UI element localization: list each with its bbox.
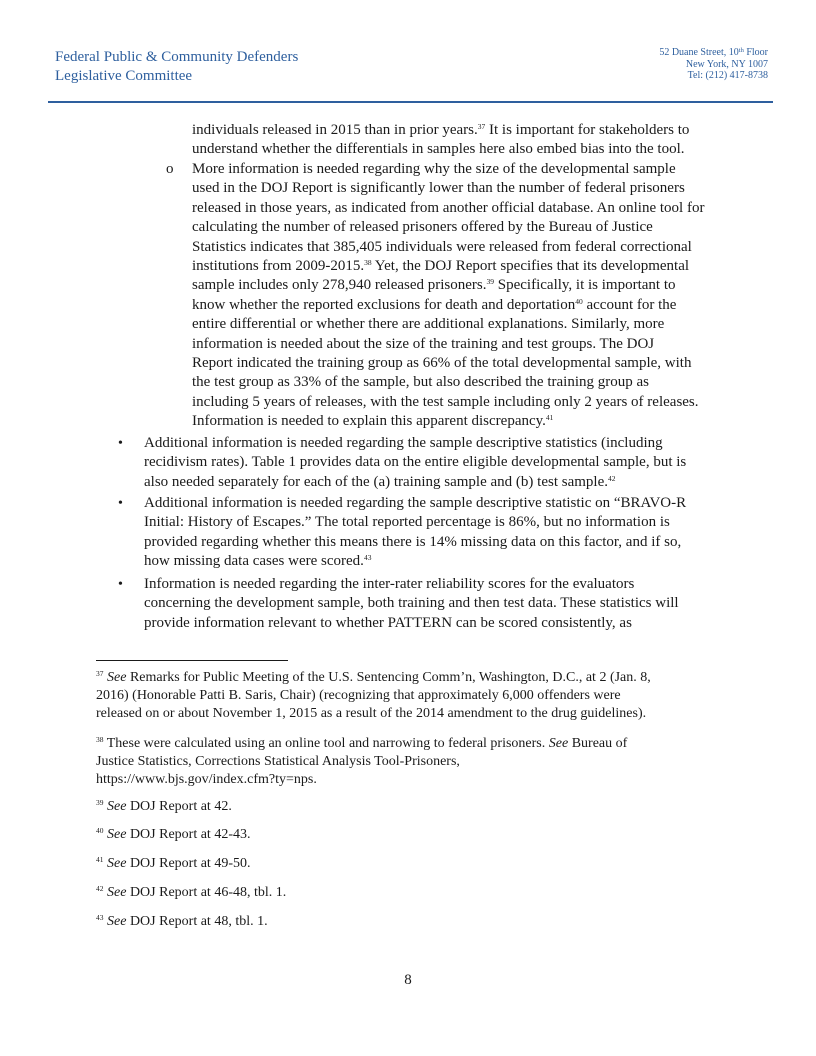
bjs-url: https://www.bjs.gov/index.cfm?ty=nps. — [96, 772, 317, 788]
letterhead-address — [659, 47, 768, 82]
header-divider — [48, 101, 773, 103]
sub-bullet-paragraph: More information is needed regarding why the size of the developmental sample used in the DOJ Report is significantly lower than the number of federal prisoners released in those years, as indicated from another official database. An online tool for calculating the number of released prisoners offered by the Bureau of Justice Statistics indicates that 385,405 individuals were released from federal correctional institutions from 2009-2015.38 Yet, the DOJ Report specifies that its developmental sample includes only 278,940 released prisoners.$^{39}$ Specifically, it is important to know whether the reported exclusions for death and deportation$^{40}$ account for the entire differential or whether there are additional explanations. Similarly, more information is needed about the size of the training and test groups. The DOJ Report indicated the training group as 66% of the total developmental sample, with the test group as 33% of the sample, but also described the training group as including 5 years of releases, with the test sample including only 2 years of releases. Information is needed to explain this apparent discrepancy.$^{41}$ — [192, 161, 705, 430]
footnote-ref: 42 — [607, 473, 616, 483]
bullet-marker: • — [118, 577, 123, 592]
address-street: 52 Duane Street, 10th Floor — [659, 47, 768, 58]
footnote-ref: 37 — [477, 122, 486, 131]
continued-paragraph: individuals released in 2015 than in prior years.$^{37}$ It is important for stakeholders to understand whether the differentials in samples here also embed bias into the tool. — [192, 122, 690, 158]
footnote-ref: 41 — [545, 413, 554, 423]
footnote-ref: 43 — [363, 553, 372, 563]
letterhead-organization — [55, 48, 298, 86]
footnote-40: $^{40}$ See DOJ Report at 42-43. — [96, 826, 251, 842]
footnote-38: $^{38}$ These were calculated using an online tool and narrowing to federal prisoners. See Bureau of Justice Statistics, Corrections Statistical Analysis Tool-Prisoners, https://www.bjs.gov/index.cfm?ty=nps. — [96, 735, 728, 790]
footnote-ref: 40 — [575, 296, 583, 306]
bullet-paragraph-descriptive-stats: Additional information is needed regarding the sample descriptive statistics (including recidivism rates). Table 1 provides data on the entire eligible developmental sample, but is also needed separately for each of the (a) training sample and (b) test sample.$^{42}$ — [144, 435, 687, 490]
footnote-separator — [96, 660, 288, 661]
address-phone: Tel: (212) 417-8738 — [687, 70, 768, 81]
footnote-41: $^{41}$ See DOJ Report at 49-50. — [96, 855, 251, 871]
bullet-paragraph-escapes: Additional information is needed regarding the sample descriptive statistic on “BRAVO-R Initial: History of Escapes.” The total reported percentage is 86%, but no information is provided regarding whether this means there is 14% missing data on this factor, and if so, how missing data cases were scored.$^{43}$ — [144, 495, 687, 570]
org-name: Federal Public & Community Defenders — [55, 49, 299, 65]
bullet-marker: • — [118, 436, 123, 451]
footnote-37: $^{37}$ See Remarks for Public Meeting of the U.S. Sentencing Comm’n, Washington, D.C., at 2 (Jan. 8, 2016) (Honorable Patti B. Saris, Chair) (recognizing that approximately 6,000 offenders were released on or about November 1, 2015 as a result of the 2014 amendment to the drug guidelines). — [96, 669, 651, 722]
footnote-42: $^{42}$ See DOJ Report at 46-48, tbl. 1. — [96, 884, 287, 900]
footnote-43: $^{43}$ See DOJ Report at 48, tbl. 1. — [96, 913, 268, 929]
bullet-marker: • — [118, 496, 123, 511]
page-number: 8 — [404, 972, 412, 988]
footnote-ref: 39 — [486, 277, 495, 287]
bullet-paragraph-inter-rater: Information is needed regarding the inter-rater reliability scores for the evaluators concerning the development sample, both training and then test data. These statistics will provide information relevant to whether PATTERN can be scored consistently, as — [144, 576, 679, 631]
committee-name: Legislative Committee — [55, 68, 193, 84]
sub-bullet-marker: o — [166, 161, 174, 177]
footnote-39: $^{39}$ See DOJ Report at 42. — [96, 798, 232, 814]
address-city: New York, NY 1007 — [685, 58, 768, 70]
footnote-ref: 38 — [364, 258, 372, 268]
